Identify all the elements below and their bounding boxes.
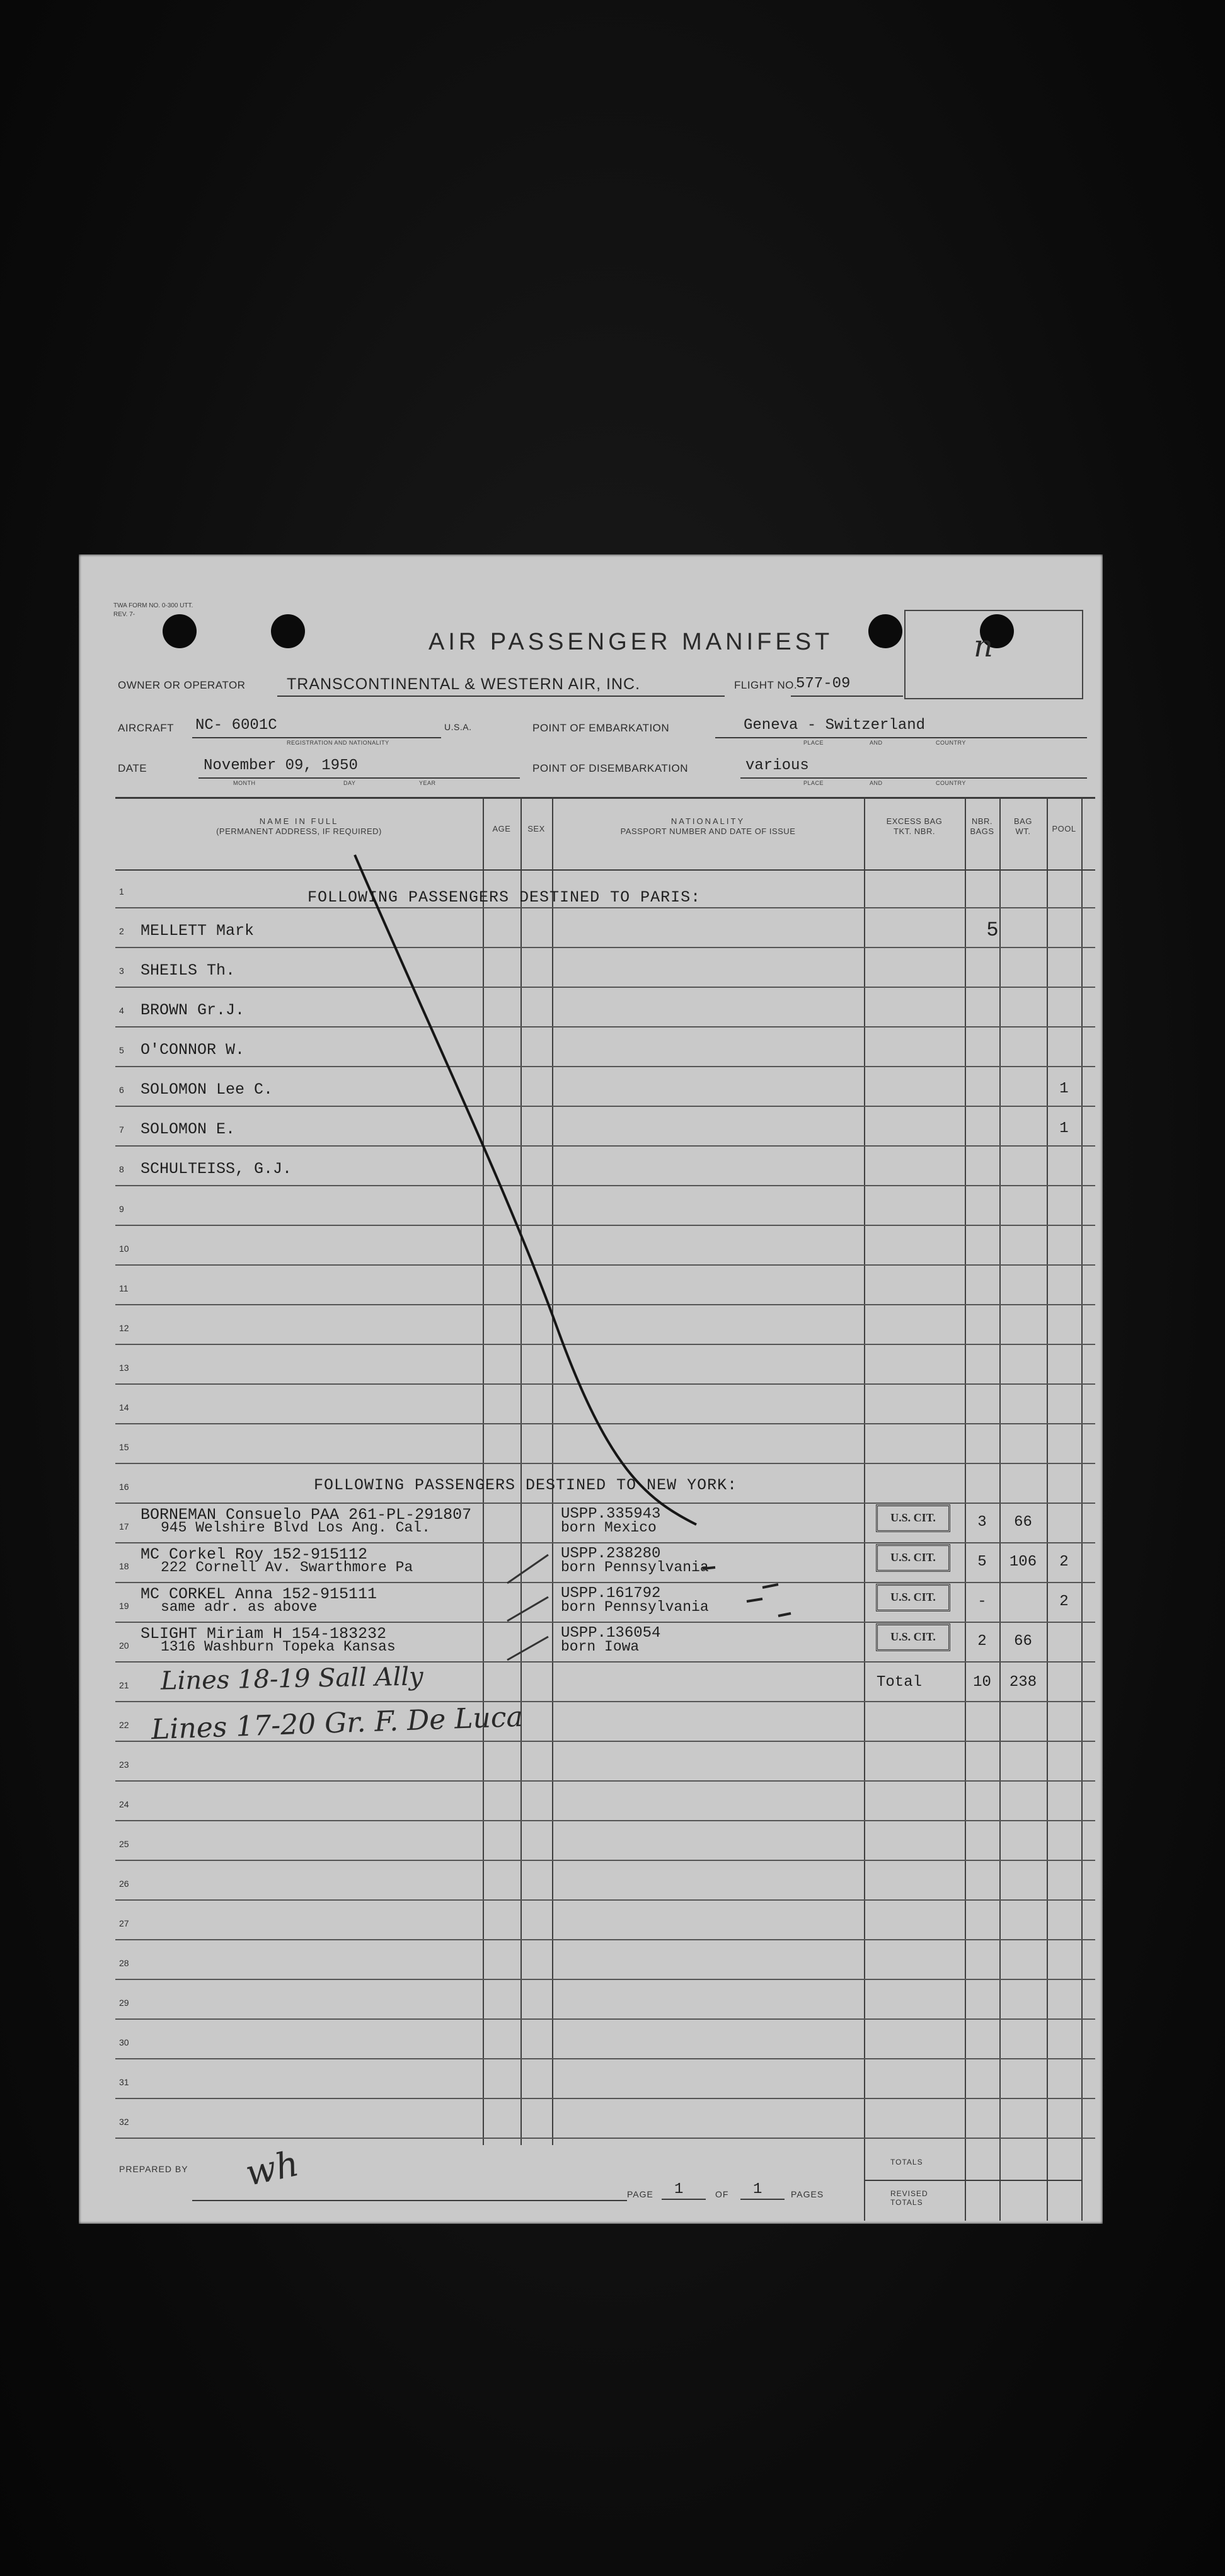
corner-mark: n [974,629,993,664]
new-york-section-header: FOLLOWING PASSENGERS DESTINED TO NEW YORK: [314,1476,738,1494]
row-number: 23 [119,1760,129,1770]
col-excess-header [864,816,965,837]
year-sublabel: YEAR [419,780,436,786]
weight-value: 66 [1014,1633,1032,1650]
total-bags: 10 [973,1674,991,1691]
day-sublabel: DAY [343,780,356,786]
row-number: 27 [119,1918,129,1928]
col-bags-subtitle: BAGS [970,827,994,836]
col-bags-title: NBR. [971,816,993,826]
row-number: 16 [119,1482,129,1492]
row-number: 20 [119,1640,129,1651]
disembarkation-underline [740,777,1087,779]
paris-section-header: FOLLOWING PASSENGERS DESTINED TO PARIS: [308,888,701,907]
passenger-name: SOLOMON E. [141,1120,236,1138]
punch-hole [163,614,197,648]
col-excess-subtitle: TKT. NBR. [894,827,935,836]
table-row [115,1939,1095,1980]
passenger-name: SLIGHT Miriam H 154-183232 [141,1625,387,1643]
flight-underline [791,696,903,697]
pool-value: 2 [1059,1554,1069,1571]
date-value: November 09, 1950 [204,757,358,774]
date-underline [198,777,520,779]
col-nationality-header [552,816,864,837]
passenger-address: 222 Cornell Av. Swarthmore Pa [161,1559,413,1576]
col-excess-title: EXCESS BAG [886,816,943,826]
handwritten-note-line-22: Lines 17-20 Gr. F. De Luca [151,1700,524,1746]
row-number: 8 [119,1164,124,1174]
excess-bag-value: 5 [986,919,999,942]
birthplace: born Iowa [561,1639,640,1655]
passenger-name: BROWN Gr.J. [141,1001,245,1019]
col-bags-header [965,816,999,837]
passenger-name: MC CORKEL Anna 152-915111 [141,1585,377,1603]
revised-totals-line-1: REVISED [890,2189,928,2198]
row-number: 2 [119,926,124,936]
row-number: 6 [119,1085,124,1095]
row-number: 7 [119,1125,124,1135]
col-nationality-title: NATIONALITY [670,816,745,826]
passenger-name: MELLETT Mark [141,922,255,940]
passport-number: USPP.136054 [561,1625,661,1642]
col-name-title: NAME IN FULL [259,816,339,826]
birthplace: born Pennsylvania [561,1559,709,1576]
registration-sublabel: REGISTRATION AND NATIONALITY [287,740,389,746]
passenger-address: 945 Welshire Blvd Los Ang. Cal. [161,1520,430,1536]
row-number: 3 [119,966,124,976]
place-sublabel: PLACE [803,740,824,746]
country-sublabel-2: COUNTRY [936,780,966,786]
flight-value: 577-09 [796,675,851,692]
passenger-name: SCHULTEISS, G.J. [141,1160,292,1178]
table-row [115,1304,1095,1345]
table-row [115,1780,1095,1821]
table-row [115,947,1095,988]
bags-value: 2 [977,1633,987,1650]
manifest-title: AIR PASSENGER MANIFEST [428,629,834,655]
month-sublabel: MONTH [233,780,256,786]
table-row [115,1185,1095,1226]
table-row [115,1383,1095,1424]
handwritten-note-line-21: Lines 18-19 Sall Ally [160,1662,424,1696]
prepared-by-label: PREPARED BY [119,2164,188,2174]
flight-label: FLIGHT NO. [734,679,798,691]
us-citizen-stamp: U.S. CIT. [876,1584,950,1611]
page-underline [662,2199,706,2200]
col-passport-subtitle: PASSPORT NUMBER AND DATE OF ISSUE [620,827,796,836]
punch-hole [868,614,902,648]
us-citizen-stamp: U.S. CIT. [876,1623,950,1651]
table-header [115,797,1095,871]
row-number: 19 [119,1601,129,1611]
aircraft-label: AIRCRAFT [118,722,174,734]
of-label: OF [715,2189,729,2199]
revised-totals-line-2: TOTALS [890,2198,923,2207]
total-weight: 238 [1009,1674,1037,1691]
row-number: 21 [119,1680,129,1690]
row-number: 17 [119,1521,129,1531]
table-row [115,2098,1095,2139]
disembarkation-value: various [745,757,809,774]
weight-value: 66 [1014,1514,1032,1531]
table-row [115,2018,1095,2059]
passenger-name: SHEILS Th. [141,961,236,980]
punch-hole [271,614,305,648]
table-row [115,1741,1095,1782]
col-weight-title: BAG [1014,816,1032,826]
row-number: 31 [119,2077,129,2087]
passport-number: USPP.335943 [561,1506,661,1523]
revised-totals-label [890,2189,928,2207]
table-row [115,907,1095,948]
row-number: 28 [119,1958,129,1968]
us-citizen-stamp: U.S. CIT. [876,1504,950,1532]
totals-divider [864,2180,1081,2181]
row-number: 14 [119,1402,129,1412]
usa-label: U.S.A. [444,722,472,732]
row-number: 12 [119,1323,129,1333]
row-number: 24 [119,1799,129,1809]
table-row [115,1106,1095,1147]
row-number: 1 [119,886,124,896]
bags-value: 3 [977,1514,987,1531]
col-pool-header: POOL [1052,824,1076,833]
table-row [115,1225,1095,1266]
bags-value: 5 [977,1554,987,1571]
date-label: DATE [118,762,147,774]
country-sublabel: COUNTRY [936,740,966,746]
totals-label: TOTALS [890,2158,923,2167]
passenger-name: MC Corkel Roy 152-915112 [141,1545,368,1564]
passenger-address: same adr. as above [161,1599,318,1615]
passport-number: USPP.161792 [561,1585,661,1602]
row-number: 32 [119,2117,129,2127]
embarkation-underline [715,737,1087,738]
row-number: 22 [119,1720,129,1730]
birthplace: born Mexico [561,1520,657,1536]
passenger-name: SOLOMON Lee C. [141,1080,273,1099]
table-row [115,1899,1095,1940]
embarkation-value: Geneva - Switzerland [744,717,926,734]
row-number: 18 [119,1561,129,1571]
col-weight-subtitle: WT. [1015,827,1031,836]
passenger-name: O'CONNOR W. [141,1041,245,1059]
table-row [115,1820,1095,1861]
form-revision: REV. 7- [113,611,135,618]
form-number: TWA FORM NO. 0-300 UTT. [113,602,193,609]
page-number: 1 [674,2181,684,2198]
owner-label: OWNER OR OPERATOR [118,679,246,691]
table-row [115,1344,1095,1385]
bags-value: - [977,1593,987,1610]
row-number: 29 [119,1998,129,2008]
prepared-by-underline [192,2200,627,2201]
col-name-header [115,816,483,837]
preparer-signature: wh [242,2143,302,2195]
table-row [115,2058,1095,2099]
embarkation-label: POINT OF EMBARKATION [532,722,670,734]
table-row [115,1860,1095,1901]
corner-box [904,610,1083,699]
col-age-header: AGE [492,824,511,833]
pool-value: 1 [1059,1120,1069,1137]
total-label: Total [877,1674,923,1691]
row-number: 26 [119,1879,129,1889]
table-row [115,1264,1095,1305]
row-number: 25 [119,1839,129,1849]
birthplace: born Pennsylvania [561,1599,709,1615]
pages-label: PAGES [791,2189,824,2199]
disembarkation-label: POINT OF DISEMBARKATION [532,762,689,774]
page-total-underline [740,2199,785,2200]
pool-value: 2 [1059,1593,1069,1610]
passenger-name: BORNEMAN Consuelo PAA 261-PL-291807 [141,1506,472,1524]
passenger-address: 1316 Washburn Topeka Kansas [161,1639,396,1655]
owner-underline [277,696,725,697]
table-row [115,1026,1095,1067]
weight-value: 106 [1009,1554,1037,1571]
col-sex-header: SEX [527,824,545,833]
owner-value: TRANSCONTINENTAL & WESTERN AIR, INC. [287,675,641,693]
col-weight-header [999,816,1047,837]
aircraft-value: NC- 6001C [195,717,277,734]
row-number: 13 [119,1363,129,1373]
row-number: 9 [119,1204,124,1214]
passport-number: USPP.238280 [561,1545,661,1562]
row-number: 4 [119,1005,124,1016]
manifest-sheet [79,554,1103,2224]
row-number: 10 [119,1244,129,1254]
row-number: 30 [119,2037,129,2047]
col-name-subtitle: (PERMANENT ADDRESS, IF REQUIRED) [216,827,382,836]
table-row [115,1423,1095,1464]
aircraft-underline [192,737,441,738]
row-number: 15 [119,1442,129,1452]
table-row [115,987,1095,1028]
and-sublabel: AND [870,740,883,746]
and-sublabel-2: AND [870,780,883,786]
page-total: 1 [753,2181,762,2198]
pool-value: 1 [1059,1080,1069,1097]
row-number: 11 [119,1283,129,1293]
us-citizen-stamp: U.S. CIT. [876,1544,950,1572]
place-sublabel-2: PLACE [803,780,824,786]
page-label: PAGE [627,2189,653,2199]
table-row [115,1979,1095,2020]
row-number: 5 [119,1045,124,1055]
